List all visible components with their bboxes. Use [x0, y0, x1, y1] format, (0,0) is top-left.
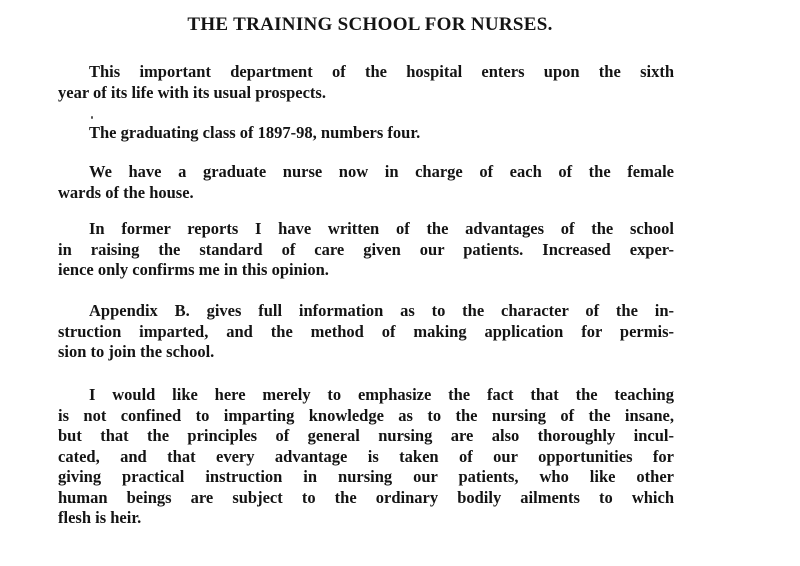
paragraph-graduate-nurse	[58, 162, 674, 203]
paragraph-line: in raising the standard of care given our patients. Increased exper-	[58, 239, 674, 259]
paragraph-line: This important department of the hospital enters upon the sixth	[89, 62, 674, 81]
paragraph-line: ience only confirms me in this opinion.	[58, 260, 329, 279]
paragraph-teaching	[58, 385, 674, 529]
paragraph-line: I would like here merely to emphasize the fact that the teaching	[89, 385, 674, 404]
paragraph-intro	[58, 62, 674, 103]
paragraph-line: Appendix B. gives full information as to the character of the in-	[89, 301, 674, 320]
paragraph-appendix-b	[58, 301, 674, 363]
paragraph-line: human beings are subject to the ordinary bodily ailments to which	[58, 487, 674, 507]
paragraph-line: We have a graduate nurse now in charge of each of the female	[89, 162, 674, 181]
paragraph-line: sion to join the school.	[58, 342, 215, 361]
print-speck	[91, 116, 93, 119]
paragraph-line: flesh is heir.	[58, 508, 142, 527]
paragraph-line: struction imparted, and the method of making application for permis-	[58, 321, 674, 341]
paragraph-line: but that the principles of general nursing are also thoroughly incul-	[58, 426, 674, 445]
paragraph-line: In former reports I have written of the advantages of the school	[89, 219, 674, 238]
paragraph-line: The graduating class of 1897-98, numbers four.	[89, 123, 421, 142]
paragraph-former-reports	[58, 219, 674, 281]
page-title: THE TRAINING SCHOOL FOR NURSES.	[187, 14, 553, 35]
paragraph-line: giving practical instruction in nursing our patients, who like other	[58, 467, 674, 486]
paragraph-line: cated, and that every advantage is taken of our opportunities for	[58, 446, 674, 466]
paragraph-line: wards of the house.	[58, 182, 194, 202]
paragraph-line: year of its life with its usual prospects.	[58, 82, 326, 102]
paragraph-graduating-class	[58, 123, 674, 144]
paragraph-line: is not confined to imparting knowledge as to the nursing of the insane,	[58, 405, 674, 425]
